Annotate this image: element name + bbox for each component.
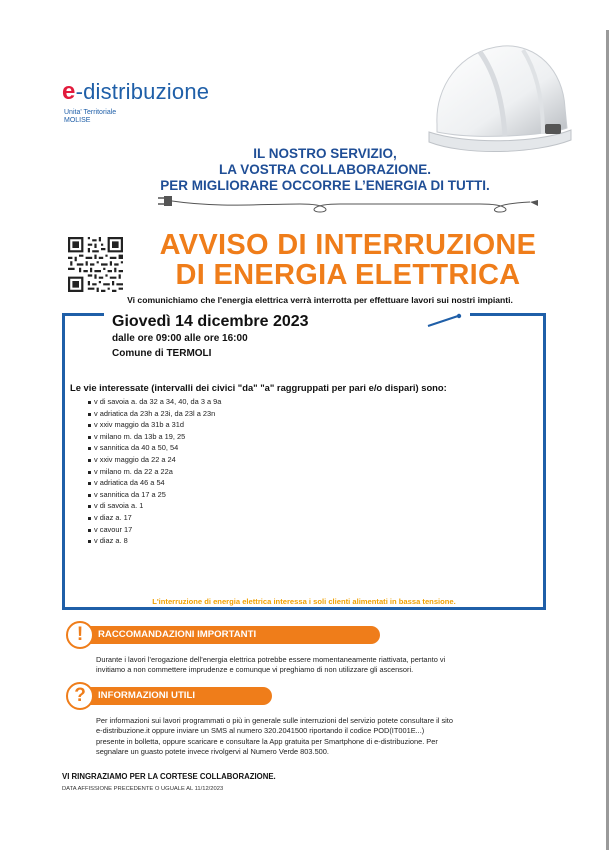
- interruption-date: Giovedì 14 dicembre 2023: [112, 313, 309, 330]
- list-item: v cavour 17: [88, 524, 221, 536]
- list-item: v di savoia a. da 32 a 34, 40, da 3 a 9a: [88, 396, 221, 408]
- intro-text: Vi comunichiamo che l'energia elettrica verrà interrotta per effettuare lavori sui nostri impianti.: [127, 295, 513, 305]
- territorial-unit: [64, 109, 116, 125]
- unit-line-2: MOLISE: [64, 117, 91, 124]
- unit-line-1: Unita' Territoriale: [64, 109, 117, 116]
- recommendations-header: RACCOMANDAZIONI IMPORTANTI: [80, 626, 380, 644]
- list-item: v xxiv maggio da 31b a 31d: [88, 419, 221, 431]
- recommendations-text-line-1: Durante i lavori l’erogazione dell’energia elettrica potrebbe essere momentaneamente riattivata, pertanto vi: [96, 655, 446, 664]
- info-text-line-2: e-distribuzione.it oppure inviare un SMS al numero 320.2041500 riportando il codice POD(IT001E...): [96, 726, 425, 736]
- slogan: [130, 146, 520, 194]
- title-line-1: AVVISO DI INTERRUZIONE: [159, 229, 537, 261]
- slogan-line-1: IL NOSTRO SERVIZIO,: [253, 146, 397, 161]
- brand-logo: [62, 78, 209, 106]
- title-line-2: DI ENERGIA ELETTRICA: [175, 259, 521, 291]
- info-header: INFORMAZIONI UTILI: [80, 687, 272, 705]
- thanks-text: VI RINGRAZIAMO PER LA CORTESE COLLABORAZIONE.: [62, 772, 276, 781]
- slogan-line-3: PER MIGLIORARE OCCORRE L’ENERGIA DI TUTTI.: [160, 178, 490, 193]
- recommendations-text: [96, 655, 566, 676]
- notice-title: [128, 230, 568, 290]
- info-text-line-1: Per informazioni sui lavori programmati o più in generale sulle interruzioni del servizio potete consultare il sito: [96, 716, 453, 725]
- list-item: v diaz a. 8: [88, 535, 221, 547]
- list-item: v di savoia a. 1: [88, 500, 221, 512]
- box-top-border-left: [62, 313, 104, 316]
- box-top-border-right: [470, 313, 546, 316]
- list-item: v milano m. da 22 a 22a: [88, 466, 221, 478]
- streets-heading: Le vie interessate (intervalli dei civici "da" "a" raggruppati per pari e/o dispari) sono:: [70, 382, 447, 393]
- interruption-hours: dalle ore 09:00 alle ore 16:00: [112, 333, 248, 344]
- qr-code-icon: [68, 237, 123, 292]
- brand-prefix: e: [62, 78, 76, 105]
- pencil-line-icon: [426, 312, 466, 328]
- list-item: v adriatica da 46 a 54: [88, 477, 221, 489]
- list-item: v diaz a. 17: [88, 512, 221, 524]
- info-text-line-3: presente in bolletta, oppure scaricare e consultare la App gratuita per Smartphone di e-distribuzione. Per: [96, 736, 438, 746]
- list-item: v sannitica da 17 a 25: [88, 489, 221, 501]
- brand-name: -distribuzione: [75, 79, 210, 104]
- streets-list: [88, 396, 221, 547]
- question-icon: ?: [66, 682, 94, 710]
- plug-cable-decoration: [150, 188, 560, 216]
- list-item: v sannitica da 40 a 50, 54: [88, 442, 221, 454]
- info-text-line-4: segnalare un guasto potete invece rivolgervi al Numero Verde 803.500.: [96, 747, 329, 757]
- low-voltage-note: L'interruzione di energia elettrica interessa i soli clienti alimentati in bassa tensione.: [152, 597, 456, 606]
- list-item: v xxiv maggio da 22 a 24: [88, 454, 221, 466]
- recommendations-text-line-2: invitiamo a non commettere imprudenze e comunque vi preghiamo di non utilizzare gli ascensori.: [96, 665, 414, 675]
- list-item: v milano m. da 13b a 19, 25: [88, 431, 221, 443]
- info-text: [96, 716, 566, 758]
- exclamation-icon: !: [66, 621, 94, 649]
- list-item: v adriatica da 23h a 23i, da 23l a 23n: [88, 408, 221, 420]
- page-edge-shadow: [606, 30, 609, 850]
- slogan-line-2: LA VOSTRA COLLABORAZIONE.: [219, 162, 431, 177]
- affixed-date-text: DATA AFFISSIONE PRECEDENTE O UGUALE AL 11/12/2023: [62, 786, 224, 792]
- interruption-municipality: Comune di TERMOLI: [112, 348, 212, 359]
